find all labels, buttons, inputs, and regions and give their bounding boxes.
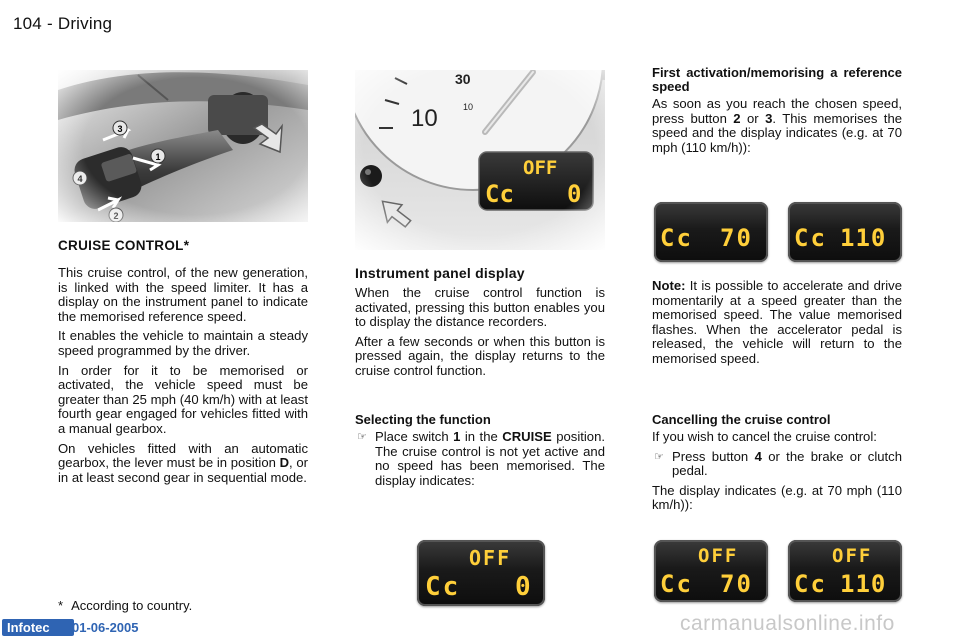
cruise-control-intro xyxy=(58,266,308,490)
page-number: 104 xyxy=(13,14,42,33)
footer-date: 01-06-2005 xyxy=(72,620,139,635)
lcd-status: OFF xyxy=(469,546,512,570)
first-activation-title: First activation/memorising a reference speed xyxy=(652,65,902,94)
instrument-panel-title: Instrument panel display xyxy=(355,265,525,281)
footnote-star: * xyxy=(58,598,64,613)
cancelling-display-paragraph: The display indicates (e.g. at 70 mph (110 km/h)): xyxy=(652,482,902,513)
lcd-value: 0 xyxy=(515,572,533,602)
lcd-status: OFF xyxy=(832,545,873,567)
intro-paragraph-4: On vehicles fitted with an automatic gearbox, the lever must be in position D, or in at least second gear in sequential mode. xyxy=(58,440,309,485)
cancelling-paragraph: If you wish to cancel the cruise control: xyxy=(652,429,877,444)
lcd-value: 70 xyxy=(720,224,753,252)
lcd-display-off-70 xyxy=(654,540,768,602)
hand-pointer-icon: ☞ xyxy=(357,431,367,443)
first-activation-block xyxy=(652,66,902,160)
intro-paragraph-3: In order for it to be memorised or activated, the vehicle speed must be greater than 25 mph (40 km/h) with at least fourth gear engaged for vehicles fitted with a manual gearbox. xyxy=(58,362,308,436)
cruise-control-title: CRUISE CONTROL* xyxy=(58,238,190,253)
selecting-function-block xyxy=(355,413,605,488)
intro-paragraph-1: This cruise control, of the new generation, is linked with the speed limiter. It has a display on the instrument panel to indicate the memorised reference speed. xyxy=(58,265,308,324)
footnote-text: According to country. xyxy=(71,598,193,613)
lcd-mode: Cc xyxy=(660,224,693,252)
watermark-url[interactable]: carmanualsonline.info xyxy=(680,612,895,635)
lcd-display-cc-70 xyxy=(654,202,768,262)
selecting-function-step: ☞ Place switch 1 in the CRUISE position. The cruise control is not yet active and no speed has been memorised. The display indicates: xyxy=(357,429,605,488)
panel-paragraph-2: After a few seconds or when this button is pressed again, the display returns to the cruise control function. xyxy=(355,333,605,378)
cancelling-block xyxy=(652,413,902,518)
note-paragraph: Note: It is possible to accelerate and drive momentarily at a speed greater than the memorised speed. The value memorised flashes. When the accelerator pedal is released, the vehicle will return to the memorised speed. xyxy=(652,278,902,366)
lcd-mode: Cc xyxy=(660,570,693,598)
lcd-mode: Cc xyxy=(794,224,827,252)
panel-paragraph-1: When the cruise control function is activated, pressing this button enables you to display the distance recorders. xyxy=(355,285,605,330)
instrument-cluster-photo xyxy=(355,70,605,250)
instrument-cluster-illustration xyxy=(355,70,605,250)
lcd-value: 110 xyxy=(840,570,887,598)
lcd-mode: Cc xyxy=(794,570,827,598)
instrument-panel-text xyxy=(355,286,605,384)
lcd-display-cc-110 xyxy=(788,202,902,262)
lcd-mode: Cc xyxy=(425,572,461,602)
cruise-stalk-photo xyxy=(58,70,308,222)
lcd-status: OFF xyxy=(698,545,739,567)
selecting-function-title: Selecting the function xyxy=(355,412,491,427)
infotec-logo: Infotec xyxy=(2,619,74,636)
lcd-value: 70 xyxy=(720,570,753,598)
lcd-value: 110 xyxy=(840,224,887,252)
lcd-display-off-110 xyxy=(788,540,902,602)
page-header xyxy=(13,14,112,34)
footnote xyxy=(58,598,192,613)
cruise-stalk-illustration xyxy=(58,70,308,222)
header-separator: - xyxy=(46,14,53,33)
lcd-display-off-0 xyxy=(417,540,545,606)
cancelling-step: ☞ Press button 4 or the brake or clutch pedal. xyxy=(654,448,902,479)
note-block xyxy=(652,279,902,372)
hand-pointer-icon: ☞ xyxy=(654,450,664,463)
section-title: Driving xyxy=(57,14,113,33)
intro-paragraph-2: It enables the vehicle to maintain a steady speed programmed by the driver. xyxy=(58,328,308,358)
first-activation-paragraph: As soon as you reach the chosen speed, press button 2 or 3. This memorises the speed and the display indicates (e.g. at 70 mph (110 km/h)): xyxy=(652,96,903,155)
cancelling-title: Cancelling the cruise control xyxy=(652,412,831,427)
